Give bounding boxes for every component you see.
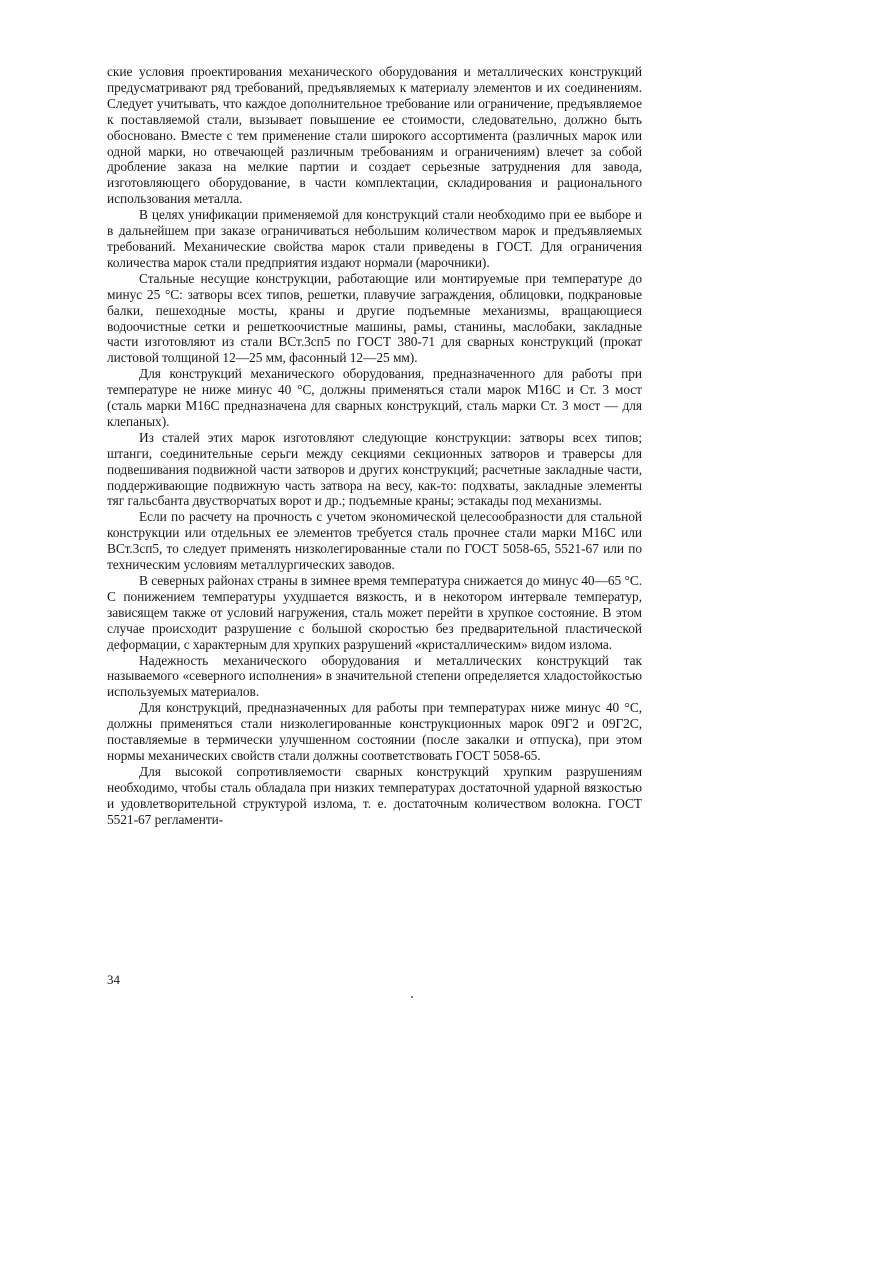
page-number: 34 (107, 972, 120, 987)
paragraph-1: ские условия проектирования механического оборудования и металлических конструкций предусматривают ряд требований, предъявляемых к материалу элементов и их соединениям. Следует учитывать, что каждое дополнительное требование или ограничение, предъявляемое к поставляемой стали, вызывает повышение ее стоимости, следовательно, должно быть обосновано. Вместе с тем применение стали широкого ассортимента (различных марок или одной марки, но отвечающей различным требованиям и ограничениям) влечет за собой дробление заказа на мелкие партии и создает серьезные затруднения для завода, изготовляющего оборудование, в части комплектации, складирования и рационального использования металла. (107, 64, 642, 207)
paragraph-9: Для конструкций, предназначенных для работы при температурах ниже минус 40 °С, должны применяться стали низколегированные конструкционных марок 09Г2 и 09Г2С, поставляемые в термически улучшенном состоянии (после закалки и отпуска), при этом нормы механических свойств стали должны соответствовать ГОСТ 5058-65. (107, 700, 642, 763)
paragraph-6: Если по расчету на прочность с учетом экономической целесообразности для стальной конструкции или отдельных ее элементов требуется сталь прочнее стали марки М16С или ВСт.3сп5, то следует применять низколегированные стали по ГОСТ 5058-65, 5521-67 или по техническим условиям металлургических заводов. (107, 509, 642, 573)
paragraph-5: Из сталей этих марок изготовляют следующие конструкции: затворы всех типов; штанги, соединительные серьги между секциями секционных затворов и траверсы для подвешивания подвижной части затворов и других конструкций; расчетные закладные части, поддерживающие подвижную часть затвора на весу, как-то: подхваты, закладные элементы тяг гальсбанта двустворчатых ворот и др.; подъемные краны; эстакады под механизмы. (107, 429, 642, 509)
paragraph-8: Надежность механического оборудования и металлических конструкций так называемого «северного исполнения» в значительной степени определяется хладостойкостью используемых материалов. (107, 652, 642, 700)
scan-speck (411, 996, 413, 998)
paragraph-10: Для высокой сопротивляемости сварных конструкций хрупким разрушениям необходимо, чтобы сталь обладала при низких температурах достаточной ударной вязкостью и удовлетворительной структурой излома, т. е. достаточным количеством волокна. ГОСТ 5521-67 регламенти- (107, 763, 642, 827)
paragraph-7: В северных районах страны в зимнее время температура снижается до минус 40—65 °С. С понижением температуры ухудшается вязкость, и в некотором интервале температур, зависящем также от условий нагружения, сталь может перейти в хрупкое состояние. В этом случае происходит разрушение с большой скоростью без предварительной пластической деформации, с характерным для хрупких разрушений «кристаллическим» видом излома. (107, 573, 642, 652)
body-text (107, 64, 642, 828)
paragraph-3: Стальные несущие конструкции, работающие или монтируемые при температуре до минус 25 °С: затворы всех типов, решетки, плавучие заграждения, облицовки, подкрановые балки, пешеходные мосты, краны и другие подъемные механизмы, вращающиеся водоочистные сетки и решеткоочистные машины, рамы, станины, маслобаки, закладные части изготовляют из стали ВСт.3сп5 по ГОСТ 380-71 для сварных конструкций (прокат листовой толщиной 12—25 мм, фасонный 12—25 мм). (107, 270, 642, 366)
paragraph-2: В целях унификации применяемой для конструкций стали необходимо при ее выборе и в дальнейшем при заказе ограничиваться небольшим количеством марок и предъявляемых требований. Механические свойства марок стали приведены в ГОСТ. Для ограничения количества марок стали предприятия издают нормали (марочники). (107, 207, 642, 270)
paragraph-4: Для конструкций механического оборудования, предназначенного для работы при температуре не ниже минус 40 °С, должны применяться стали марок М16С и Ст. 3 мост (сталь марки М16С предназначена для сварных конструкций, сталь марки Ст. 3 мост — для клепаных). (107, 366, 642, 429)
